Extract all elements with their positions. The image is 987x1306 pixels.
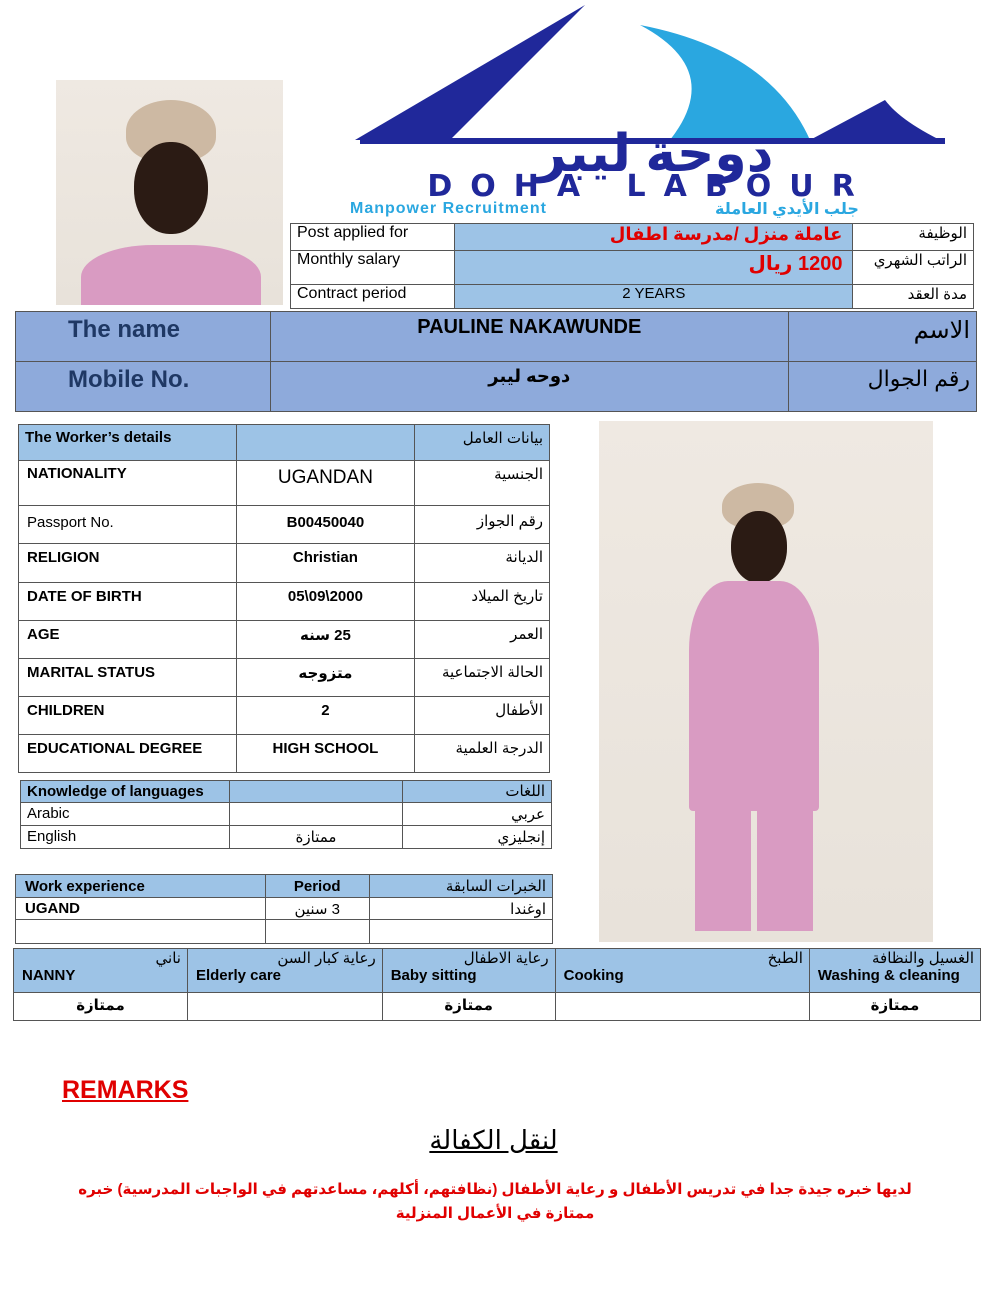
skill-babysitting-label-en: Baby sitting — [390, 967, 477, 984]
details-header-en: The Worker’s details — [19, 425, 237, 461]
job-label-en: Contract period — [291, 285, 455, 309]
language-english-level: ممتازة — [230, 826, 403, 849]
experience-header-period: Period — [265, 875, 369, 898]
details-row — [19, 461, 550, 506]
job-info-table — [290, 223, 974, 309]
job-label-en: Monthly salary — [291, 251, 455, 285]
skill-cooking-level — [555, 993, 809, 1021]
worker-portrait-photo — [56, 80, 283, 305]
education-value: HIGH SCHOOL — [236, 735, 415, 773]
skill-babysitting-header — [382, 949, 555, 993]
job-contract-value: 2 YEARS — [455, 285, 853, 309]
marital-label-ar: الحالة الاجتماعية — [415, 659, 550, 697]
passport-label-en: Passport No. — [19, 506, 237, 544]
job-row — [291, 251, 974, 285]
logo-english-name: DOHA LABOUR — [427, 169, 873, 204]
skill-babysitting-level: ممتازة — [382, 993, 555, 1021]
experience-country-ar: اوغندا — [369, 898, 552, 920]
remarks-text: لديها خبره جيدة جدا في تدريس الأطفال و رعاية الأطفال (نظافتهم، أكلهم، مساعدتهم في الواجبات المدرسية) خبره ممتازة في الأعمال المنزلية — [78, 1181, 912, 1222]
experience-row-empty — [16, 920, 553, 944]
skills-header-row — [14, 949, 981, 993]
logo-arabic-name: دوحة ليبر — [536, 125, 774, 183]
dob-value: 05\09\2000 — [236, 583, 415, 621]
skill-washing-header — [809, 949, 980, 993]
details-row — [19, 659, 550, 697]
skill-washing-level: ممتازة — [809, 993, 980, 1021]
nationality-label-en: NATIONALITY — [19, 461, 237, 506]
languages-header-ar: اللغات — [403, 781, 552, 803]
skill-cooking-label-en: Cooking — [563, 967, 624, 984]
experience-header-row — [16, 875, 553, 898]
details-row — [19, 621, 550, 659]
skills-level-row — [14, 993, 981, 1021]
skill-nanny-label-en: NANNY — [22, 967, 76, 984]
religion-label-en: RELIGION — [19, 544, 237, 583]
details-row — [19, 697, 550, 735]
skill-washing-label-en: Washing & cleaning — [817, 967, 960, 984]
job-row — [291, 285, 974, 309]
identity-row — [16, 362, 977, 412]
religion-value: Christian — [236, 544, 415, 583]
company-logo — [340, 0, 960, 220]
language-english-label-en: English — [21, 826, 230, 849]
experience-period-value: 3 سنين — [265, 898, 369, 920]
identity-row — [16, 312, 977, 362]
marital-value: متزوجه — [236, 659, 415, 697]
mobile-value: دوحه ليبر — [270, 362, 788, 412]
job-label-ar: الوظيفة — [853, 224, 974, 251]
languages-header-row — [21, 781, 552, 803]
name-label-en: The name — [16, 312, 271, 362]
language-arabic-label-ar: عربي — [403, 803, 552, 826]
age-value: 25 سنه — [236, 621, 415, 659]
education-label-en: EDUCATIONAL DEGREE — [19, 735, 237, 773]
name-label-ar: الاسم — [788, 312, 976, 362]
skill-nanny-label-ar: ناني — [155, 950, 181, 967]
passport-label-ar: رقم الجواز — [415, 506, 550, 544]
skill-elderly-label-ar: رعاية كبار السن — [277, 950, 376, 967]
details-row — [19, 735, 550, 773]
worker-details-table — [18, 424, 550, 773]
worker-name: PAULINE NAKAWUNDE — [270, 312, 788, 362]
passport-value: B00450040 — [236, 506, 415, 544]
dob-label-ar: تاريخ الميلاد — [415, 583, 550, 621]
details-header-row — [19, 425, 550, 461]
job-label-ar: الراتب الشهري — [853, 251, 974, 285]
children-label-en: CHILDREN — [19, 697, 237, 735]
experience-table — [15, 874, 553, 944]
skill-elderly-level — [187, 993, 382, 1021]
age-label-en: AGE — [19, 621, 237, 659]
skill-babysitting-label-ar: رعاية الاطفال — [463, 950, 549, 967]
dob-label-en: DATE OF BIRTH — [19, 583, 237, 621]
mobile-label-ar: رقم الجوال — [788, 362, 976, 412]
language-arabic-level — [230, 803, 403, 826]
languages-header-en: Knowledge of languages — [21, 781, 230, 803]
nationality-label-ar: الجنسية — [415, 461, 550, 506]
language-row — [21, 803, 552, 826]
details-row — [19, 506, 550, 544]
age-label-ar: العمر — [415, 621, 550, 659]
marital-label-en: MARITAL STATUS — [19, 659, 237, 697]
experience-row — [16, 898, 553, 920]
language-english-label-ar: إنجليزي — [403, 826, 552, 849]
worker-full-body-photo — [599, 421, 933, 942]
identity-table — [15, 311, 977, 412]
religion-label-ar: الديانة — [415, 544, 550, 583]
remarks-subtitle: لنقل الكفالة — [429, 1125, 558, 1155]
details-row — [19, 583, 550, 621]
skill-nanny-level: ممتازة — [14, 993, 188, 1021]
skill-cooking-label-ar: الطبخ — [767, 950, 803, 967]
skill-elderly-label-en: Elderly care — [195, 967, 282, 984]
skill-elderly-header — [187, 949, 382, 993]
skill-cooking-header — [555, 949, 809, 993]
mobile-label-en: Mobile No. — [16, 362, 271, 412]
skill-nanny-header — [14, 949, 188, 993]
languages-table — [20, 780, 552, 849]
logo-tagline-en: Manpower Recruitment — [350, 200, 547, 217]
details-header-ar: بيانات العامل — [415, 425, 550, 461]
language-arabic-label-en: Arabic — [21, 803, 230, 826]
skills-table — [13, 948, 981, 1021]
job-label-en: Post applied for — [291, 224, 455, 251]
nationality-value: UGANDAN — [236, 461, 415, 506]
job-row — [291, 224, 974, 251]
education-label-ar: الدرجة العلمية — [415, 735, 550, 773]
skill-washing-label-ar: الغسيل والنظافة — [871, 950, 974, 967]
remarks-title: REMARKS — [62, 1076, 189, 1104]
experience-header-ar: الخبرات السابقة — [369, 875, 552, 898]
experience-header-en: Work experience — [16, 875, 266, 898]
job-post-value: عاملة منزل /مدرسة اطفال — [455, 224, 853, 251]
children-label-ar: الأطفال — [415, 697, 550, 735]
experience-country-en: UGAND — [16, 898, 266, 920]
logo-tagline-ar: جلب الأيدي العاملة — [715, 201, 859, 218]
details-row — [19, 544, 550, 583]
children-value: 2 — [236, 697, 415, 735]
job-salary-value: 1200 ريال — [455, 251, 853, 285]
language-row — [21, 826, 552, 849]
job-label-ar: مدة العقد — [853, 285, 974, 309]
